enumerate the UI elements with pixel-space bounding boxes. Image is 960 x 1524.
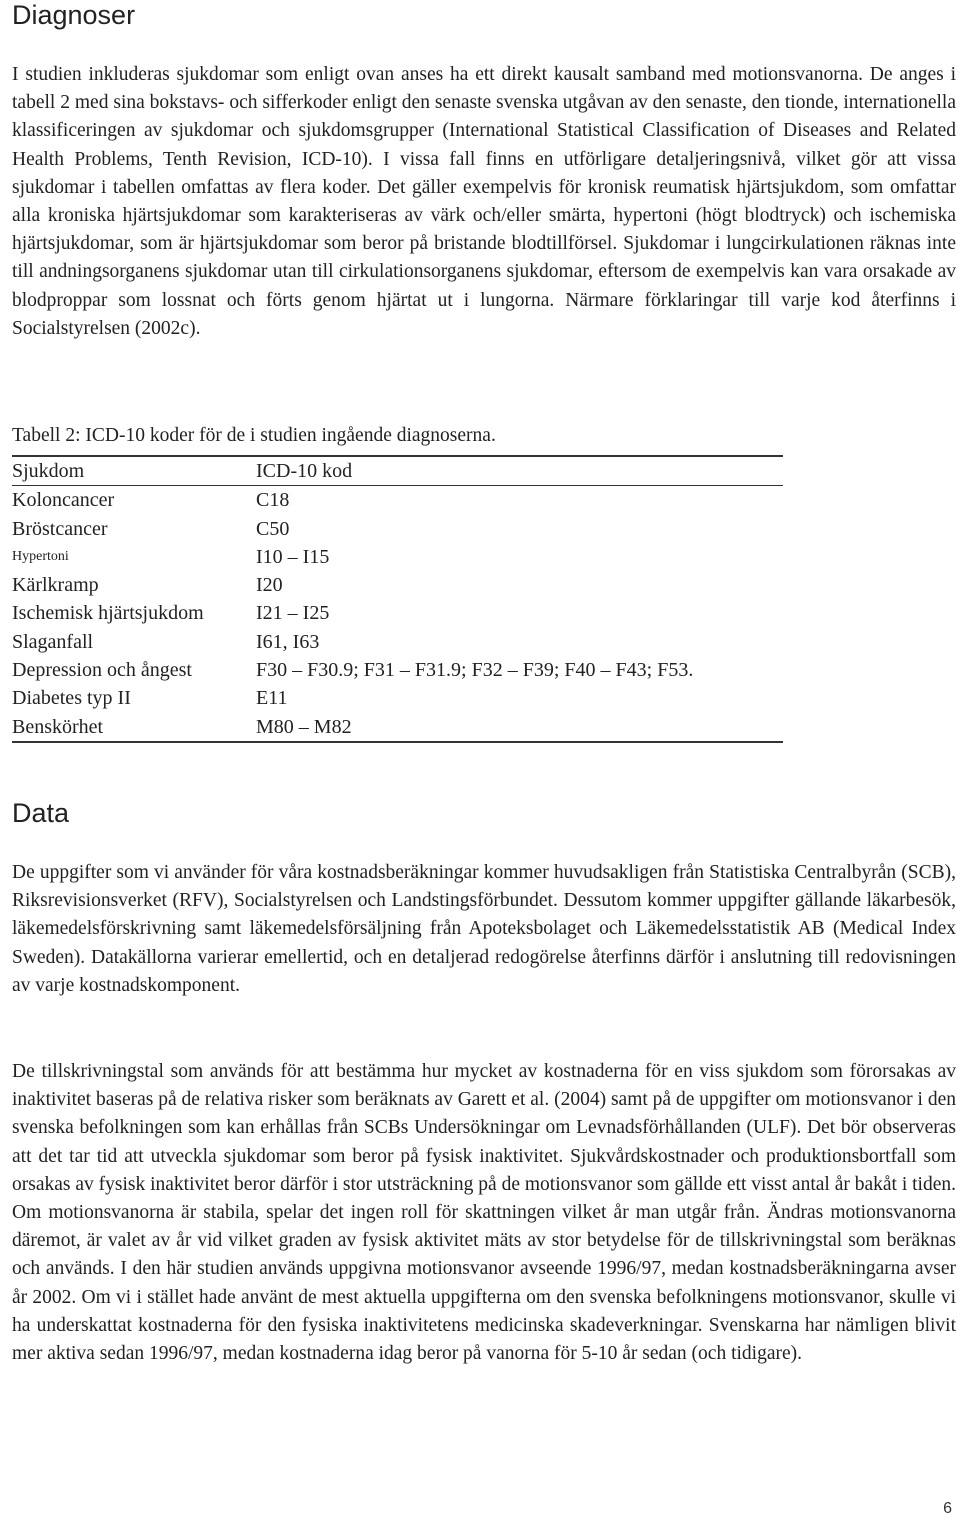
- disease-cell: Diabetes typ II: [12, 687, 131, 710]
- table-row: [12, 543, 783, 571]
- table-row: [12, 713, 783, 742]
- code-cell: I20: [256, 574, 283, 597]
- disease-cell: Kärlkramp: [12, 574, 99, 597]
- table-row: [12, 515, 783, 543]
- table-caption: Tabell 2: ICD-10 koder för de i studien ingående diagnoserna.: [12, 425, 496, 446]
- code-cell: F30 – F30.9; F31 – F31.9; F32 – F39; F40 – F43; F53.: [256, 659, 694, 682]
- code-cell: I21 – I25: [256, 602, 330, 625]
- table-row: [12, 599, 783, 627]
- column-header-code: ICD-10 kod: [256, 456, 783, 486]
- section-heading-data: Data: [12, 798, 70, 828]
- page-number: 6: [943, 1500, 952, 1517]
- table-row: [12, 656, 783, 684]
- code-cell: M80 – M82: [256, 713, 783, 742]
- disease-cell: Koloncancer: [12, 489, 115, 512]
- code-cell: I61, I63: [256, 630, 320, 653]
- column-header-disease: Sjukdom: [12, 456, 256, 486]
- disease-cell: Benskörhet: [12, 713, 256, 742]
- code-cell: C50: [256, 517, 290, 540]
- table-row: [12, 628, 783, 656]
- table-header-row: [12, 456, 783, 486]
- code-cell: E11: [256, 687, 288, 710]
- icd-codes-table: [12, 455, 783, 743]
- table-row: [12, 571, 783, 599]
- disease-cell: Bröstcancer: [12, 517, 108, 540]
- disease-cell: Hypertoni: [12, 548, 69, 564]
- diagnoser-paragraph: I studien inkluderas sjukdomar som enligt ovan anses ha ett direkt kausalt samband med motionsvanorna. De anges i tabell 2 med sina bokstavs- och sifferkoder enligt den senaste svenska utgåvan av den senaste, den tionde, internationella klassificeringen av sjukdomar och sjukdomsgrupper (International Statistical Classification of Diseases and Related Health Problems, Tenth Revision, ICD-10). I vissa fall finns en utförligare detaljeringsnivå, vilket gör att vissa sjukdomar i tabellen omfattas av flera koder. Det gäller exempelvis för kronisk reumatisk hjärtsjukdom, som omfattar alla kroniska hjärtsjukdomar som karakteriseras av värk och/eller smärta, hypertoni (högt blodtryck) och ischemiska hjärtsjukdomar, som är hjärtsjukdomar som beror på bristande blodtillförsel. Sjukdomar i lungcirkulationen räknas inte till andningsorganens sjukdomar utan till cirkulationsorganens sjukdomar, eftersom de exempelvis kan vara orsakade av blodproppar som lossnat och förts genom hjärtat ut i lungorna. Närmare förklaringar till varje kod återfinns i Socialstyrelsen (2002c).: [12, 64, 956, 339]
- code-cell: I10 – I15: [256, 545, 330, 568]
- table-row: [12, 486, 783, 515]
- code-cell: C18: [256, 489, 290, 512]
- table-row: [12, 684, 783, 712]
- section-heading-diagnoser: Diagnoser: [12, 0, 136, 30]
- disease-cell: Depression och ångest: [12, 659, 192, 682]
- disease-cell: Ischemisk hjärtsjukdom: [12, 602, 204, 625]
- data-paragraph-1: De uppgifter som vi använder för våra kostnadsberäkningar kommer huvudsakligen från Statistiska Centralbyrån (SCB), Riksrevisionsverket (RFV), Socialstyrelsen och Landstingsförbundet. Dessutom kommer uppgifter gällande läkarbesök, läkemedelsförskrivning samt läkemedelsförsäljning från Apoteksbolaget och Läkemedelsstatistik AB (Medical Index Sweden). Datakällorna varierar emellertid, och en detaljerad redogörelse återfinns därför i anslutning till redovisningen av varje kostnadskomponent.: [12, 862, 956, 996]
- data-paragraph-2: De tillskrivningstal som används för att bestämma hur mycket av kostnaderna för en viss sjukdom som förorsakas av inaktivitet baseras på de relativa risker som beräknats av Garett et al. (2004) samt på de uppgifter om motionsvanor i den svenska befolkningen som kan erhållas från SCBs Undersökningar om Levnadsförhållanden (ULF). Det bör observeras att det tar tid att utveckla sjukdomar som beror på fysisk inaktivitet. Sjukvårdskostnader och produktionsbortfall som orsakas av fysisk inaktivitet beror därför i stor utsträckning på de motionsvanor som gällde ett visst antal år bakåt i tiden. Om motionsvanorna är stabila, spelar det ingen roll för skattningen vilket år man utgår från. Ändras motionsvanorna däremot, är valet av år vid vilket graden av fysisk aktivitet mäts av stor betydelse för de tillskrivningstal som beräknas och används. I den här studien används uppgivna motionsvanor avseende 1996/97, medan kostnadsberäkningarna avser år 2002. Om vi i stället hade använt de mest aktuella uppgifterna om den svenska befolkningens motionsvanor, skulle vi ha underskattat kostnaderna för den fysiska inaktivitetens medicinska skadeverkningar. Svenskarna har nämligen blivit mer aktiva sedan 1996/97, medan kostnaderna idag beror på vanorna för 5-10 år sedan (och tidigare).: [12, 1061, 956, 1365]
- disease-cell: Slaganfall: [12, 630, 94, 653]
